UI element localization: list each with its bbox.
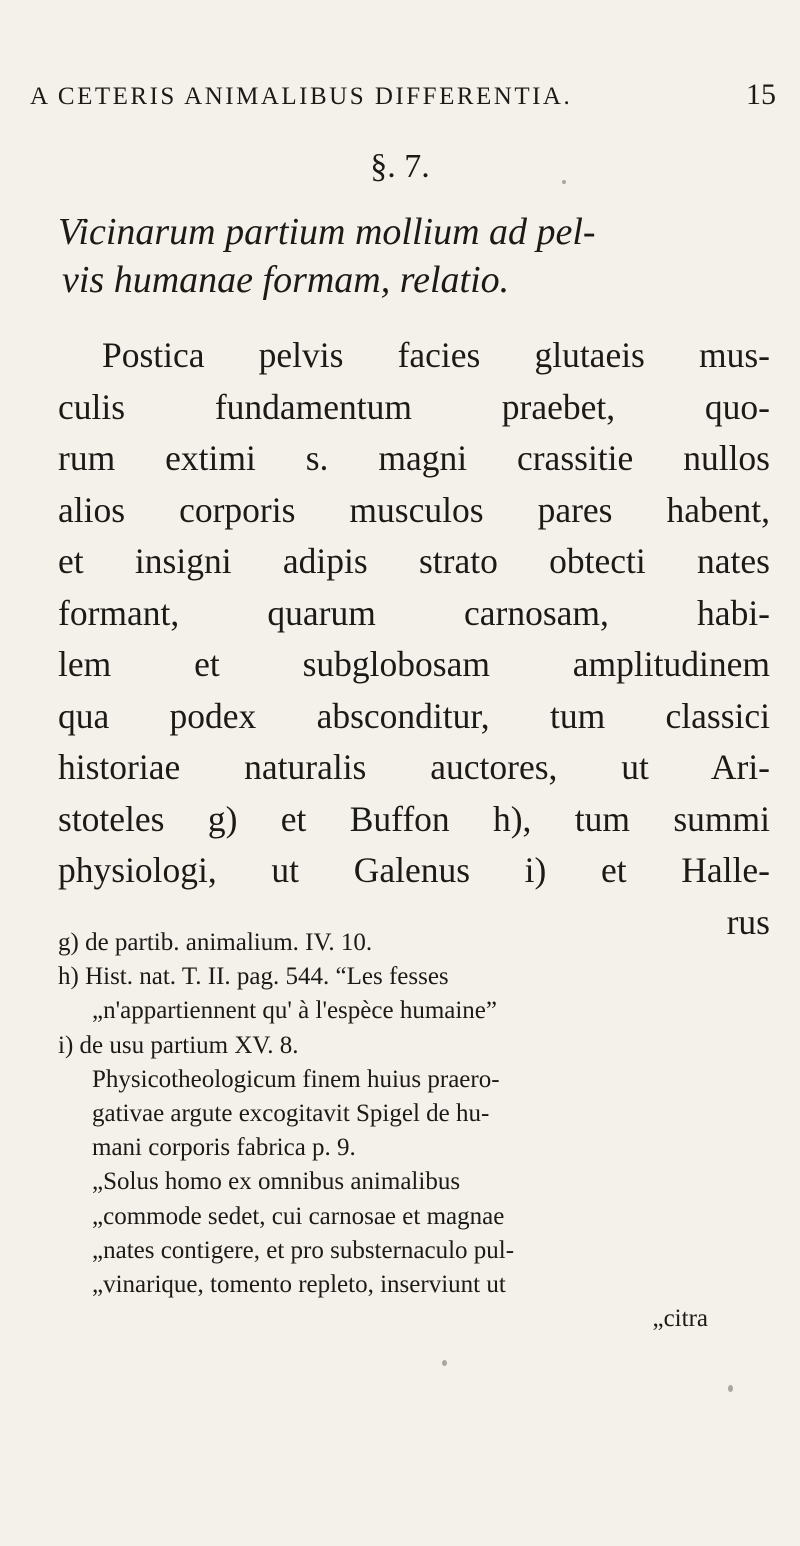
- body-line: stoteles g) et Buffon h), tum summi: [58, 798, 770, 839]
- section-number: §. 7.: [370, 148, 430, 185]
- footnote-catchword: „citra: [652, 1305, 708, 1333]
- body-line: physiologi, ut Galenus i) et Halle-: [58, 850, 770, 890]
- section-title-line: vis humanae formam, relatio.: [62, 259, 510, 301]
- footnotes: [58, 926, 770, 1336]
- body-line: et insigni adipis strato obtecti nates: [58, 541, 770, 581]
- body-line: historiae naturalis auctores, ut Ari-: [58, 747, 770, 787]
- body-line: lem et subglobosam amplitudinem: [58, 644, 770, 684]
- paper-speck: [562, 180, 566, 184]
- footnote-line: mani corporis fabrica p. 9.: [92, 1134, 356, 1162]
- body-line: alios corporis musculos pares habent,: [58, 489, 770, 530]
- paper-speck: [442, 1360, 447, 1366]
- footnote-line: gativae argute excogitavit Spigel de hu-: [92, 1100, 490, 1128]
- footnote-line: „nates contigere, et pro substernaculo pul-: [92, 1236, 515, 1264]
- body-line: Postica pelvis facies glutaeis mus-: [102, 335, 770, 375]
- body-paragraph: [58, 330, 770, 948]
- catchword: rus: [726, 901, 770, 942]
- footnote-g: g) de partib. animalium. IV. 10.: [58, 929, 373, 956]
- footnote-line: „commode sedet, cui carnosae et magnae: [92, 1202, 505, 1230]
- running-head: [30, 78, 776, 112]
- footnote-h: h) Hist. nat. T. II. pag. 544. “Les fesses: [58, 963, 449, 991]
- running-head-title: A CETERIS ANIMALIBUS DIFFERENTIA.: [30, 83, 573, 110]
- footnote-line: Physicotheologicum finem huius praero-: [92, 1065, 500, 1093]
- paper-speck: [728, 1385, 733, 1392]
- body-line: formant, quarum carnosam, habi-: [58, 592, 770, 633]
- footnote-i: i) de usu partium XV. 8.: [58, 1031, 299, 1059]
- body-line: qua podex absconditur, tum classici: [58, 695, 770, 736]
- body-line: rum extimi s. magni crassitie nullos: [58, 438, 770, 478]
- page-number: 15: [746, 78, 776, 111]
- footnote-line: „vinarique, tomento repleto, inserviunt ut: [92, 1271, 506, 1299]
- footnote-line: „Solus homo ex omnibus animalibus: [92, 1168, 461, 1196]
- body-line: culis fundamentum praebet, quo-: [58, 386, 770, 427]
- section-title: [58, 208, 758, 304]
- section-title-line: Vicinarum partium mollium ad pel-: [58, 211, 596, 253]
- footnote-line: „n'appartiennent qu' à l'espèce humaine”: [92, 997, 497, 1025]
